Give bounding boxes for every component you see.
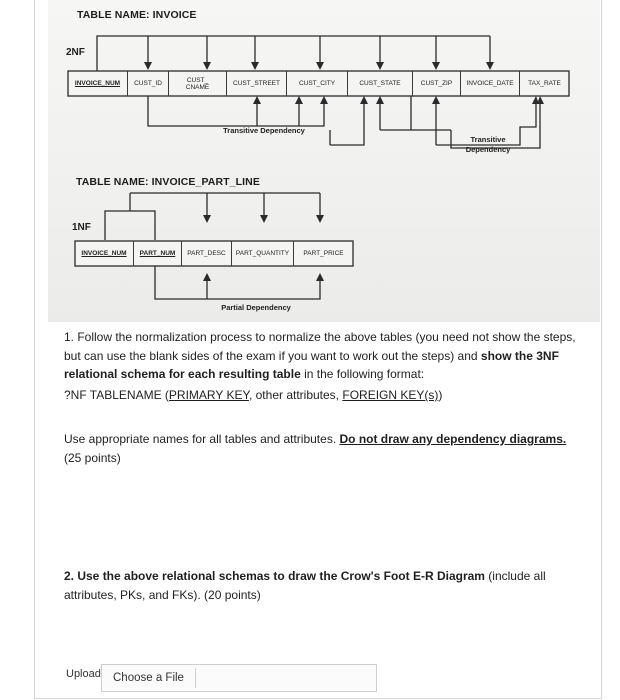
attr-invoice-num: INVOICE_NUM [68,71,128,96]
format-line [64,386,579,405]
note-text: Use appropriate names for all tables and attributes. [64,432,340,446]
format-suffix: ) [438,388,443,402]
format-prefix: ?NF TABLENAME ( [64,388,169,402]
attr-cust-state: CUST_STATE [348,71,413,96]
question-2-text: (include all attributes, PKs, and FKs). (20 points) [64,569,546,602]
question-2 [64,567,579,604]
attr-invoice-date: INVOICE_DATE [461,71,520,96]
attr-cust-city: CUST_CITY [287,71,348,96]
invoice-part-line-nf-label: 1NF [72,222,91,233]
upload-label: Upload [66,668,101,680]
question-1 [64,328,579,384]
attr-ipl-part-price: PART_PRICE [303,250,344,257]
partial-dependency-label: Partial Dependency [221,303,291,312]
transitive-dependency-label: Transitive Dependency [223,126,305,135]
choose-file-label: Choose a File [113,668,196,688]
format-foreign-key: FOREIGN KEY(s) [342,388,439,402]
attr-ipl-part-quantity: PART_QUANTITY [232,241,294,266]
attr-cust-cname: CUST_ CNAME [169,71,227,96]
invoice-part-line-table-title: TABLE NAME: INVOICE_PART_LINE [76,176,260,188]
attr-cust-id: CUST_ID [128,71,169,96]
note-points: (25 points) [64,450,121,465]
invoice-nf-label: 2NF [66,47,85,58]
format-mid: , other attributes, [248,388,343,402]
attr-ipl-part-num: PART_NUM [134,241,182,266]
attr-ipl-part-desc: PART_DESC [182,241,232,266]
attr-ipl-invoice-num: INVOICE_NUM [75,241,134,266]
attr-tax-rate: TAX_RATE [528,80,561,87]
transitive-dependency-label-2: Transitive Dependency [465,135,511,154]
question-2-bold: 2. Use the above relational schemas to draw the Crow's Foot E-R Diagram [64,569,485,583]
note-no-diagrams: Do not draw any dependency diagrams. [339,432,567,446]
question-1-bold: show the 3NF relational schema for each resulting table [64,348,559,381]
choose-file-button[interactable] [101,664,377,692]
attr-cust-street: CUST_STREET [227,71,287,96]
question-1-text-end: in the following format: [300,367,425,381]
format-primary-key: PRIMARY KEY [168,388,249,402]
instructions-note [64,430,579,467]
invoice-table-title: TABLE NAME: INVOICE [77,9,197,21]
question-1-text: 1. Follow the normalization process to normalize the above tables (you need not show the steps, but can use the blank sides of the exam if you want to work out the steps) and [64,330,576,363]
attr-cust-zip: CUST_ZIP [413,71,461,96]
